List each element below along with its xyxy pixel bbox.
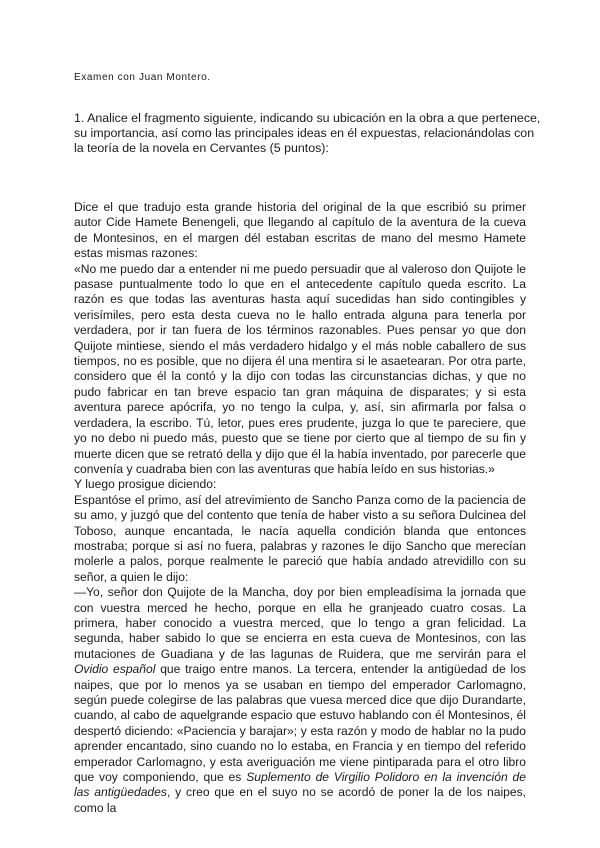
question-line: 1. Analice el fragmento siguiente, indicando su ubicación en la obra a que pertenece, [74, 111, 541, 125]
paragraph-hamete-note: «No me puedo dar a entender ni me puedo persuadir que al valeroso don Quijote le pasase puntualmente todo lo que en el antecedente capítulo queda escrito. La razón es que todas las aventuras hasta aquí sucedidas han sido contingibles y verisímiles, pero esta desta cueva no le hallo entrada alguna para tenerla por verdadera, por ir tan fuera de los términos razonables. Pues pensar yo que don Quijote mintiese, siendo el más verdadero hidalgo y el más noble caballero de sus tiempos, no es posible, que no dijera él una mentira si le asaetearan. Por otra parte, considero que él la contó y la dijo con todas las circunstancias dichas, y que no pudo fabricar en tan breve espacio tan gran máquina de disparates; y si esta aventura parece apócrifa, yo no tengo la culpa, y, así, sin afirmarla por falsa o verdadera, la escribo. Tú, letor, pues eres prudente, juzga lo que te pareciere, que yo no debo ni puedo más, puesto que se tiene por cierto que al tiempo de su fin y muerte dicen que se retrató della y dijo que él la había inventado, por parecerle que convenía y cuadraba bien con las aventuras que había leído en sus historias.» [74, 261, 526, 476]
book-title-ovidio: Ovidio español [74, 662, 156, 677]
dialogue-text: que traigo entre manos. La tercera, entender la antigüedad de los naipes, que por lo menos ya se usaban en tiempo del emperador Carlomagno, según puede colegirse de las palabras que vuesa merced dice que dijo Durandarte, cuando, al cabo de aquelgrande espacio que estuvo hablando con él Montesinos, él despertó diciendo: «Paciencia y barajar»; y esta razón y modo de hablar no la pudo aprender encantado, sino cuando no lo estaba, en Francia y en tiempo del referido emperador Carlomagno, y esta averiguación me viene pintiparada para el otro libro que voy componiendo, que es [74, 662, 526, 785]
book-title-suplemento: Suplemento de Virgilio Polidoro en la invención de las antigüedades [74, 770, 526, 800]
dialogue-text: —Yo, señor don Quijote de la Mancha, doy por bien empleadísima la jornada que con vuestra merced he hecho, porque en ella he granjeado cuatro cosas. La primera, haber conocido a vuestra merced, que lo tengo a gran felicidad. La segunda, haber sabido lo que se encierra en esta cueva de Montesinos, con las mutaciones de Guadiana y de las lagunas de Ruidera, que me servirán para el [74, 585, 526, 661]
dialogue-text: , y creo que en el suyo no se acordó de poner la de los naipes, como la [74, 785, 526, 815]
paragraph-primo: Espantóse el primo, así del atrevimiento de Sancho Panza como de la paciencia de su amo, y juzgó que del contento que tenía de haber visto a su señora Dulcinea del Toboso, aunque encantada, le nacía aquella condición blanda que entonces mostraba; porque si así no fuera, palabras y razones le dijo Sancho que merecían molerle a palos, porque realmente le pareció que había andado atrevidillo con su señor, a quien le dijo: [74, 492, 526, 584]
question-line: la teoría de la novela en Cervantes (5 puntos): [74, 141, 329, 155]
question-line: su importancia, así como las principales ideas en él expuestas, relacionándolas con [74, 126, 535, 140]
exam-heading: Examen con Juan Montero. [74, 72, 211, 83]
paragraph-transition: Y luego prosigue diciendo: [74, 477, 217, 492]
paragraph-dialogue [74, 585, 526, 816]
paragraph-intro: Dice el que tradujo esta grande historia del original de la que escribió su primer autor Cide Hamete Benengeli, que llegando al capítulo de la aventura de la cueva de Montesinos, en el margen dél estaban escritas de mano del mesmo Hamete estas mismas razones: [74, 200, 526, 261]
quoted-fragment [74, 200, 526, 816]
question-prompt [74, 111, 541, 156]
